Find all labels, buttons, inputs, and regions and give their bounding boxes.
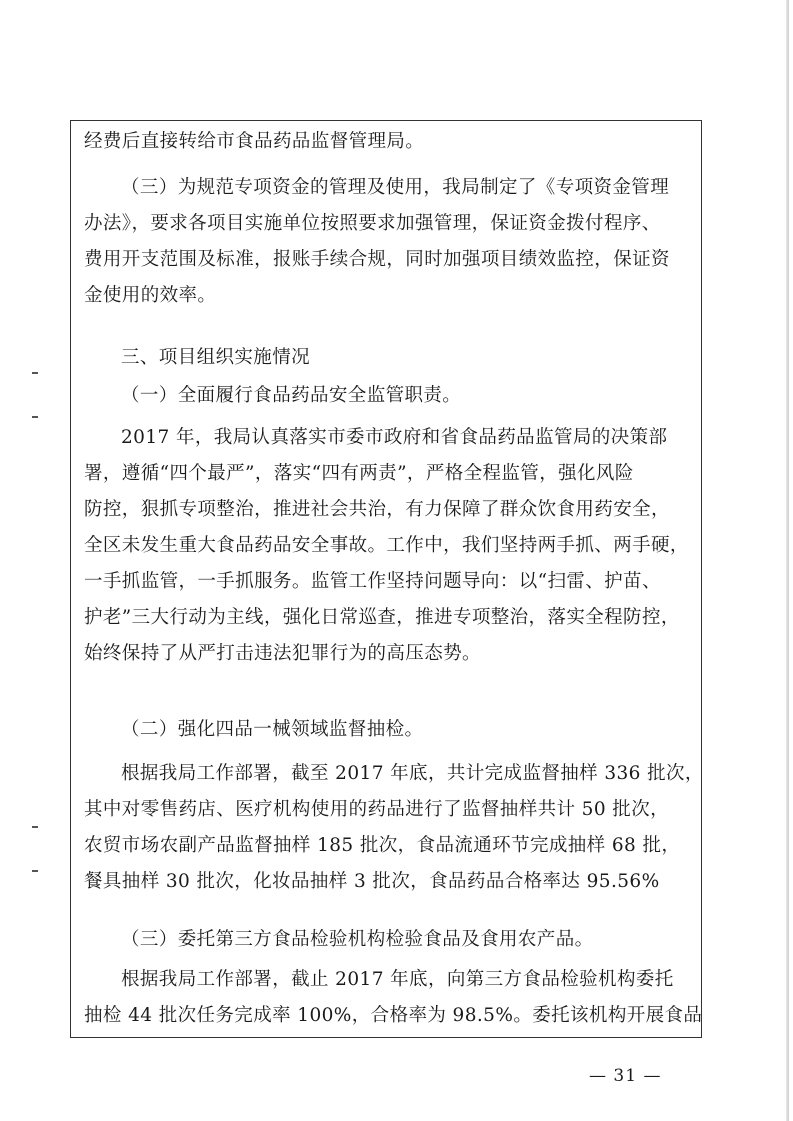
page-number: — 31 — — [589, 1066, 662, 1086]
text-line: （二）强化四品一械领域监督抽检。 — [121, 719, 424, 740]
text-line: （三）委托第三方食品检验机构检验食品及食用农产品。 — [121, 929, 594, 950]
text-line: 始终保持了从严打击违法犯罪行为的高压态势。 — [84, 643, 481, 664]
text-line: 护老”三大行动为主线，强化日常巡查，推进专项整治，落实全程防控， — [84, 607, 680, 628]
text-line: 办法》，要求各项目实施单位按照要求加强管理，保证资金拨付程序、 — [84, 213, 661, 234]
paragraph-supervision — [84, 420, 690, 672]
paragraph-continuation — [84, 124, 690, 160]
subsection-heading — [84, 712, 690, 748]
paragraph-fund-management — [84, 170, 690, 314]
text-line: 抽检 44 批次任务完成率 100%，合格率为 98.5%。委托该机构开展食品 — [84, 1005, 703, 1026]
text-line: 农贸市场农副产品监督抽样 185 批次，食品流通环节完成抽样 68 批， — [84, 835, 681, 856]
margin-tick — [32, 826, 38, 828]
text-line: 金使用的效率。 — [84, 285, 217, 306]
text-line: 署，遵循“四个最严”，落实“四有两责”，严格全程监管，强化风险 — [84, 463, 634, 484]
margin-tick — [32, 416, 38, 418]
page-edge — [786, 0, 789, 1121]
text-line: 经费后直接转给市食品药品监督管理局。 — [84, 131, 425, 152]
text-line: 一手抓监管，一手抓服务。监管工作坚持问题导向：以“扫雷、护苗、 — [84, 571, 661, 592]
text-line: 费用开支范围及标准，报账手续合规，同时加强项目绩效监控，保证资 — [84, 249, 670, 270]
section-heading — [84, 340, 690, 376]
text-line: 三、项目组织实施情况 — [121, 347, 311, 368]
subsection-heading — [84, 922, 690, 958]
paragraph-third-party — [84, 962, 703, 1034]
text-line: （三）为规范专项资金的管理及使用，我局制定了《专项资金管理 — [121, 177, 670, 198]
text-line: 根据我局工作部署，截至 2017 年底，共计完成监督抽样 336 批次， — [121, 763, 704, 784]
subsection-heading — [84, 378, 690, 414]
text-line: （一）全面履行食品药品安全监管职责。 — [121, 385, 462, 406]
text-line: 餐具抽样 30 批次，化妆品抽样 3 批次，食品药品合格率达 95.56% — [84, 871, 660, 892]
text-line: 防控，狠抓专项整治，推进社会共治，有力保障了群众饮食用药安全， — [84, 499, 670, 520]
text-line: 其中对零售药店、医疗机构使用的药品进行了监督抽样共计 50 批次， — [84, 799, 670, 820]
margin-tick — [32, 372, 38, 374]
paragraph-sampling — [84, 756, 704, 900]
text-line: 根据我局工作部署，截止 2017 年底，向第三方食品检验机构委托 — [121, 969, 674, 990]
margin-tick — [32, 870, 38, 872]
text-line: 全区未发生重大食品药品安全事故。工作中，我们坚持两手抓、两手硬， — [84, 535, 689, 556]
text-line: 2017 年，我局认真落实市委市政府和省食品药品监管局的决策部 — [121, 427, 668, 448]
